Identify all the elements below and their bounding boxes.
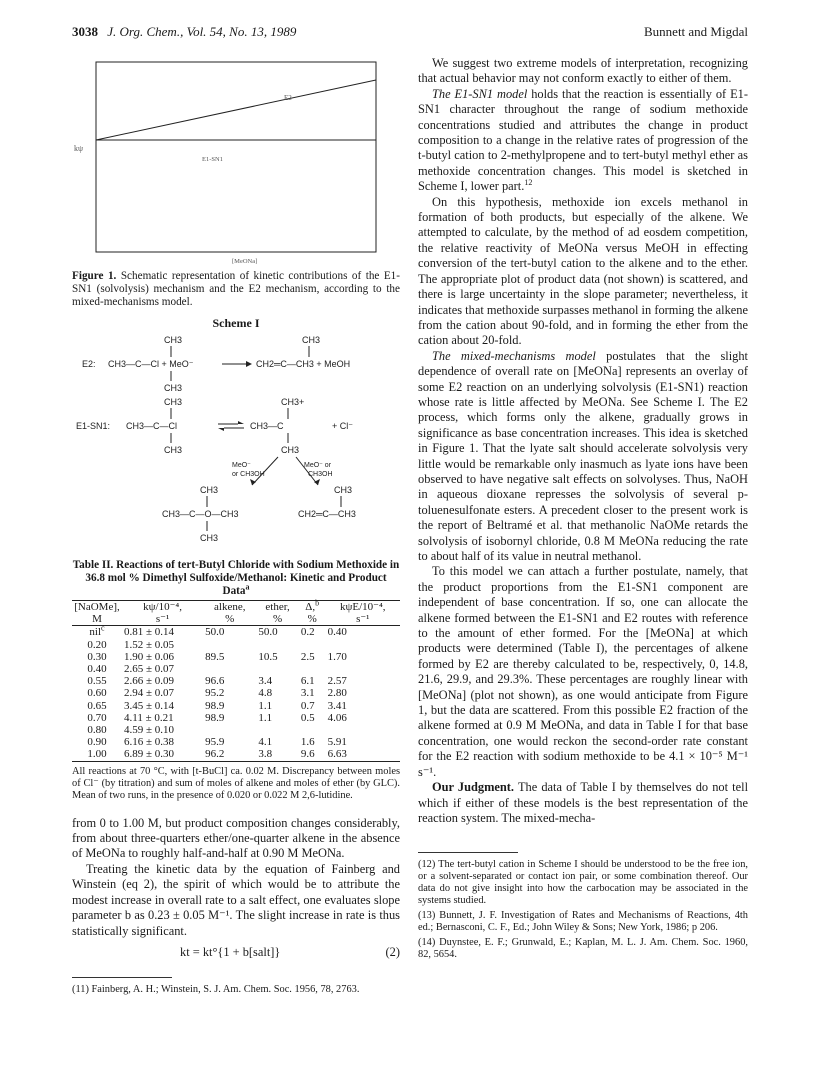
- scheme-1-drawing: [72, 333, 400, 555]
- e1-methyl-top: CH3: [164, 397, 183, 408]
- table-cell: 1.1: [258, 711, 273, 724]
- figure-1-label: Figure 1.: [72, 270, 117, 282]
- table-row: [72, 626, 400, 639]
- branch-arrowhead-right: [314, 479, 320, 485]
- footnote-rule: [72, 977, 172, 978]
- table-cell: 50.0: [205, 626, 225, 639]
- page-header: [72, 24, 748, 42]
- table-cell: 6.16 ± 0.38: [124, 736, 175, 749]
- footnote-14: (14) Duynstee, E. F.; Grunwald, E.; Kaplan, M. L. J. Am. Chem. Soc. 1960, 82, 5654.: [418, 937, 748, 961]
- equation-2: [72, 945, 400, 965]
- table-row: [72, 687, 400, 699]
- left-path-reagent-alt: or CH3OH: [232, 471, 265, 479]
- table-cell: [299, 639, 326, 651]
- table-cell: 1.90 ± 0.06: [124, 650, 175, 663]
- right-path-reagent: MeO⁻ or: [304, 462, 332, 470]
- table-row: [72, 748, 400, 761]
- table-cell: 4.8: [258, 687, 273, 700]
- table-cell: 4.06: [327, 711, 347, 724]
- unit-kpsi: s⁻¹: [122, 613, 203, 626]
- table-cell: 3.8: [256, 748, 298, 761]
- unit-alkene: %: [203, 613, 256, 626]
- table-cell: 6.1: [300, 675, 315, 688]
- table-cell: 96.2: [203, 748, 256, 761]
- scheme-title: Scheme I: [212, 315, 260, 330]
- unit-naome: M: [72, 613, 122, 626]
- table-cell: 2.80: [327, 687, 347, 700]
- paragraph: The mixed-mechanisms model postulates that the slight dependence of overall rate on [MeONa] represents an overlay of some E2 reaction on an underlying solvolysis (E1-SN1) reaction whose rate is little affected by MeONa. See Scheme I. The E2 process, which forms only the alkene, gradually grows in significance as base concentration increases. This idea is sketched in Figure 1. That the lyate salt should accelerate solvolysis very little would be remarkable only inasmuch as lyate ions have been observed to have negative salt effects on solvolyses. Thus, NaOH in aqueous dioxane represses the solvolysis of several p-toluenesulfonate esters. A precedent closer to the present work is the report of Beltramé et al. that methanolic NaOMe retards the solvolysis of isobornyl chloride, 0.8 M MeONa reducing the rate to about half of its value in neutral methanol.: [418, 348, 748, 563]
- x-axis-label: [MeONa]: [232, 258, 258, 264]
- table-2-footnote: All reactions at 70 °C, with [t-BuCl] ca. 0.02 M. Discrepancy between moles of Cl⁻ (by titration) and sum of moles of alkene and moles of ether (by GLC). Mean of two runs, in the presence of 0.020 or 0.022 M 2,6-lutidine.: [72, 765, 400, 801]
- cation: CH3—C: [250, 421, 284, 432]
- figure-1: [72, 56, 400, 264]
- table-cell: [203, 639, 256, 651]
- cation-methyl-bottom: CH3: [281, 445, 300, 456]
- table-cell: 0.65: [87, 699, 107, 712]
- table-cell: 89.5: [205, 650, 225, 663]
- paragraph: Our Judgment. The data of Table I by themselves do not tell which if either of these models is the best representation of the reaction system. The mixed-mecha-: [418, 780, 749, 825]
- table-2: [72, 600, 400, 762]
- table-cell: 1.00: [72, 748, 122, 761]
- table-cell: 2.5: [300, 650, 315, 663]
- ether-methyl-top: CH3: [200, 485, 219, 496]
- page-number: 3038: [72, 24, 98, 39]
- e1-sn1-label: E1-SN1: [202, 156, 223, 163]
- figure-1-plot: [72, 56, 400, 264]
- table-cell: 1.6: [300, 736, 315, 749]
- e2-product-methyl: CH3: [302, 335, 321, 346]
- table-2-title: Table II. Reactions of tert-Butyl Chloride with Sodium Methoxide in 36.8 mol % Dimethyl Sulfoxide/Methanol: Kinetic and Product Data$^a$: [72, 559, 400, 598]
- table-cell: [256, 639, 298, 651]
- table-cell: 0.90: [87, 736, 107, 749]
- col-header-alkene: alkene,: [203, 601, 256, 614]
- paragraph: Treating the kinetic data by the equation of Fainberg and Winstein (eq 2), the spirit of which would be to attribute the modest increase in overall rate to a salt effect, one evaluates slope parameter b as 0.23 ± 0.05 M⁻¹. The slight increase in rate is thus statistically significant.: [72, 861, 400, 938]
- table-cell: 0.5: [300, 711, 315, 724]
- model-title-mixed: The mixed-mechanisms model: [432, 348, 596, 363]
- table-row: [72, 724, 400, 736]
- table-cell: 2.94 ± 0.07: [124, 687, 175, 700]
- chloride: + Cl⁻: [332, 421, 354, 432]
- table-row: [72, 712, 400, 724]
- table-cell: [326, 724, 400, 736]
- table-cell: 0.2: [300, 626, 315, 639]
- table-cell: [203, 724, 256, 736]
- footnote-rule: [418, 852, 518, 853]
- table-cell: 4.11 ± 0.21: [124, 711, 174, 724]
- equation-number: (2): [385, 944, 400, 959]
- table-cell: 0.60: [87, 687, 107, 700]
- running-authors: Bunnett and Migdal: [644, 24, 748, 39]
- table-cell: 95.2: [205, 687, 225, 700]
- table-cell: 98.9: [205, 711, 225, 724]
- scheme-1: [72, 333, 400, 555]
- table-cell: [256, 663, 298, 675]
- footnote-13: (13) Bunnett, J. F. Investigation of Rates and Mechanisms of Reactions, 4th ed.; Bernasconi, C. F., Ed.; John Wiley & Sons; New York, 1986; p 206.: [418, 910, 748, 934]
- table-cell: 3.45 ± 0.14: [124, 699, 175, 712]
- col-header-kpsi: kψ/10⁻⁴,: [122, 601, 203, 614]
- table-cell: 3.4: [258, 675, 273, 688]
- col-header-kpsiE: kψE/10⁻⁴,: [326, 601, 400, 614]
- left-path-reagent: MeO⁻: [232, 462, 251, 470]
- paragraph: We suggest two extreme models of interpretation, recognizing that actual behavior may not conform exactly to either of them.: [418, 56, 748, 86]
- table-cell: 6.63: [326, 748, 400, 761]
- table-cell: 5.91: [327, 736, 347, 749]
- paragraph: The E1-SN1 model holds that the reaction is essentially of E1-SN1 character throughout the range of sodium methoxide concentrations studied and attributes the change in product composition to a change in the relative rates of progression of the t-butyl cation to 2-methylpropene and to tert-butyl methyl ether as methoxide concentration changes. This model is sketched in Scheme I, lower part.$^{12}$: [418, 86, 748, 194]
- eq-arrowhead-back: [218, 428, 224, 431]
- plot-frame: [96, 62, 376, 252]
- table-cell: 6.89 ± 0.30: [122, 748, 203, 761]
- table-2-title-note: a: [245, 582, 250, 592]
- table-cell: 2.65 ± 0.07: [124, 663, 175, 676]
- table-header-row: [72, 601, 400, 614]
- table-cell: [299, 663, 326, 675]
- table-cell: [326, 639, 400, 651]
- right-path-reagent-alt: CH3OH: [308, 471, 333, 479]
- table-row: [72, 736, 400, 748]
- right-column: [418, 56, 748, 964]
- table-cell: 0.70: [87, 711, 107, 724]
- table-row: [72, 700, 400, 712]
- e2-label: E2: [284, 94, 292, 102]
- unit-kpsiE: s⁻¹: [326, 613, 400, 626]
- e2-line: [96, 80, 376, 140]
- e2-arrowhead: [246, 361, 252, 367]
- table-cell: 0.7: [300, 699, 315, 712]
- journal-citation: J. Org. Chem., Vol. 54, No. 13, 1989: [107, 24, 297, 39]
- table-cell: 98.9: [205, 699, 225, 712]
- paragraph: On this hypothesis, methoxide ion excels methanol in formation of both products, but especially of the alkene. We attempted to calculate, by the method of ad eosdem competition, the relative reactivity of MeONa versus MeOH in effecting conversion of the tert-butyl cation to the alkene and to the ether. The appropriate plot of product data (not shown) is scattered, and there is large uncertainty in the slope parameter; nevertheless, it indicates that methoxide surpasses methanol in forming the alkene from the cation about 90-fold, and in forming the ether from the cation about 20-fold.: [418, 194, 748, 348]
- branch-arrowhead-left: [250, 479, 256, 485]
- ether-methyl-bottom: CH3: [200, 533, 219, 544]
- y-axis-label: kψ: [74, 144, 84, 153]
- table-cell: 95.9: [205, 736, 225, 749]
- e2-methyl-top: CH3: [164, 335, 183, 346]
- e2-products: CH2═C—CH3 + MeOH: [256, 359, 351, 370]
- table-cell: 10.5: [258, 650, 278, 663]
- table-cell: 4.59 ± 0.10: [124, 724, 175, 737]
- table-cell: [326, 663, 400, 675]
- table-cell: 1.70: [327, 650, 347, 663]
- table-row: [72, 651, 400, 663]
- e1-sn1-label: E1-SN1:: [76, 421, 111, 432]
- paragraph: from 0 to 1.00 M, but product composition changes considerably, from about three-quarters ether/one-quarter alkene in the absence of MeONa to roughly half-and-half at 0.90 M MeONa.: [72, 815, 400, 861]
- unit-delta: %: [299, 613, 326, 626]
- table-cell: 3.1: [300, 687, 315, 700]
- alkene-product: CH2═C—CH3: [298, 509, 356, 520]
- figure-1-caption-text: Schematic representation of kinetic contributions of the E1-SN1 (solvolysis) mechanism and the E2 mechanism, according to the mixed-mechanisms model.: [72, 270, 401, 309]
- table-row: [72, 675, 400, 687]
- table-cell: 9.6: [299, 748, 326, 761]
- table-cell: 3.41: [327, 699, 347, 712]
- e2-methyl-bottom: CH3: [164, 383, 183, 394]
- table-cell: 1.52 ± 0.05: [124, 638, 175, 651]
- table-cell: 0.20: [87, 638, 107, 651]
- section-heading: Our Judgment.: [432, 780, 515, 795]
- figure-1-caption: [72, 270, 400, 310]
- table-cell: [203, 663, 256, 675]
- left-column: [72, 56, 400, 999]
- table-cell: 0.55: [87, 675, 107, 688]
- table-row: [72, 663, 400, 675]
- unit-ether: %: [256, 613, 298, 626]
- table-row: [72, 639, 400, 651]
- e1-methyl-bottom: CH3: [164, 445, 183, 456]
- ether-product: CH3—C—O—CH3: [162, 509, 239, 520]
- table-cell: 0.30: [87, 650, 107, 663]
- table-cell: 96.6: [205, 675, 225, 688]
- e2-label: E2:: [82, 359, 96, 370]
- e1-reactant: CH3—C—Cl: [126, 421, 178, 432]
- eq-arrowhead-forward: [238, 421, 244, 424]
- alkene-methyl-top: CH3: [334, 485, 353, 496]
- table-cell: [256, 724, 298, 736]
- table-cell: 2.57: [327, 675, 347, 688]
- footnote-11: (11) Fainberg, A. H.; Winstein, S. J. Am. Chem. Soc. 1956, 78, 2763.: [72, 983, 360, 995]
- footnote-12: (12) The tert-butyl cation in Scheme I should be understood to be the free ion, or a solvent-separated or contact ion pair, or some combination thereof. Our data do not give insight into how the carbocation may be associated in the systems studied.: [418, 859, 748, 907]
- table-cell: nil$^c$: [89, 623, 105, 639]
- col-header-naome: [NaOMe],: [72, 601, 122, 614]
- table-cell: 0.40: [87, 663, 107, 676]
- col-header-delta: Δ,$^b$: [299, 601, 326, 614]
- table-cell: 4.1: [258, 736, 273, 749]
- left-body-text: [72, 816, 400, 996]
- e2-reactants: CH3—C—Cl + MeO⁻: [108, 359, 194, 370]
- table-cell: 0.40: [327, 626, 347, 639]
- model-title-e1sn1: The E1-SN1 model: [432, 86, 528, 101]
- table-cell: 0.80: [87, 724, 107, 737]
- table-units-row: [72, 613, 400, 626]
- cation-methyl-top: CH3+: [281, 397, 305, 408]
- col-header-ether: ether,: [256, 601, 298, 614]
- paragraph: To this model we can attach a further postulate, namely, that the product proportions from the E1-SN1 component are independent of base concentration. If so, one can allocate the alkene formed between the E1-SN1 and E2 routes with reference to the amount of ether formed. For the [MeONa] at which products were determined (Table I), the percentages of alkene formed by E2 are thereby calculated to be, respectively, 0, 14.8, 21.6, 29.9, and 29.3%. These percentages are roughly linear with [MeONa] (plot not shown), as one would anticipate from Figure 1, but the data are scattered. From this possible E2 fraction of the alkene formed at 0.9 M MeONa, and data in Table I for that base concentration, one would reckon the second-order rate constant for the E2 reaction with sodium methoxide to be 4.1 × 10⁻⁵ M⁻¹ s⁻¹.: [418, 564, 748, 779]
- table-cell: [299, 724, 326, 736]
- table-cell: 2.66 ± 0.09: [124, 675, 175, 688]
- table-2-body: [72, 623, 400, 761]
- equation-expression: kt = kt°{1 + b[salt]}: [180, 944, 281, 959]
- table-cell: 0.81 ± 0.14: [124, 626, 175, 639]
- table-cell: 50.0: [258, 626, 278, 639]
- row-note: c: [101, 623, 105, 633]
- table-cell: 1.1: [258, 699, 273, 712]
